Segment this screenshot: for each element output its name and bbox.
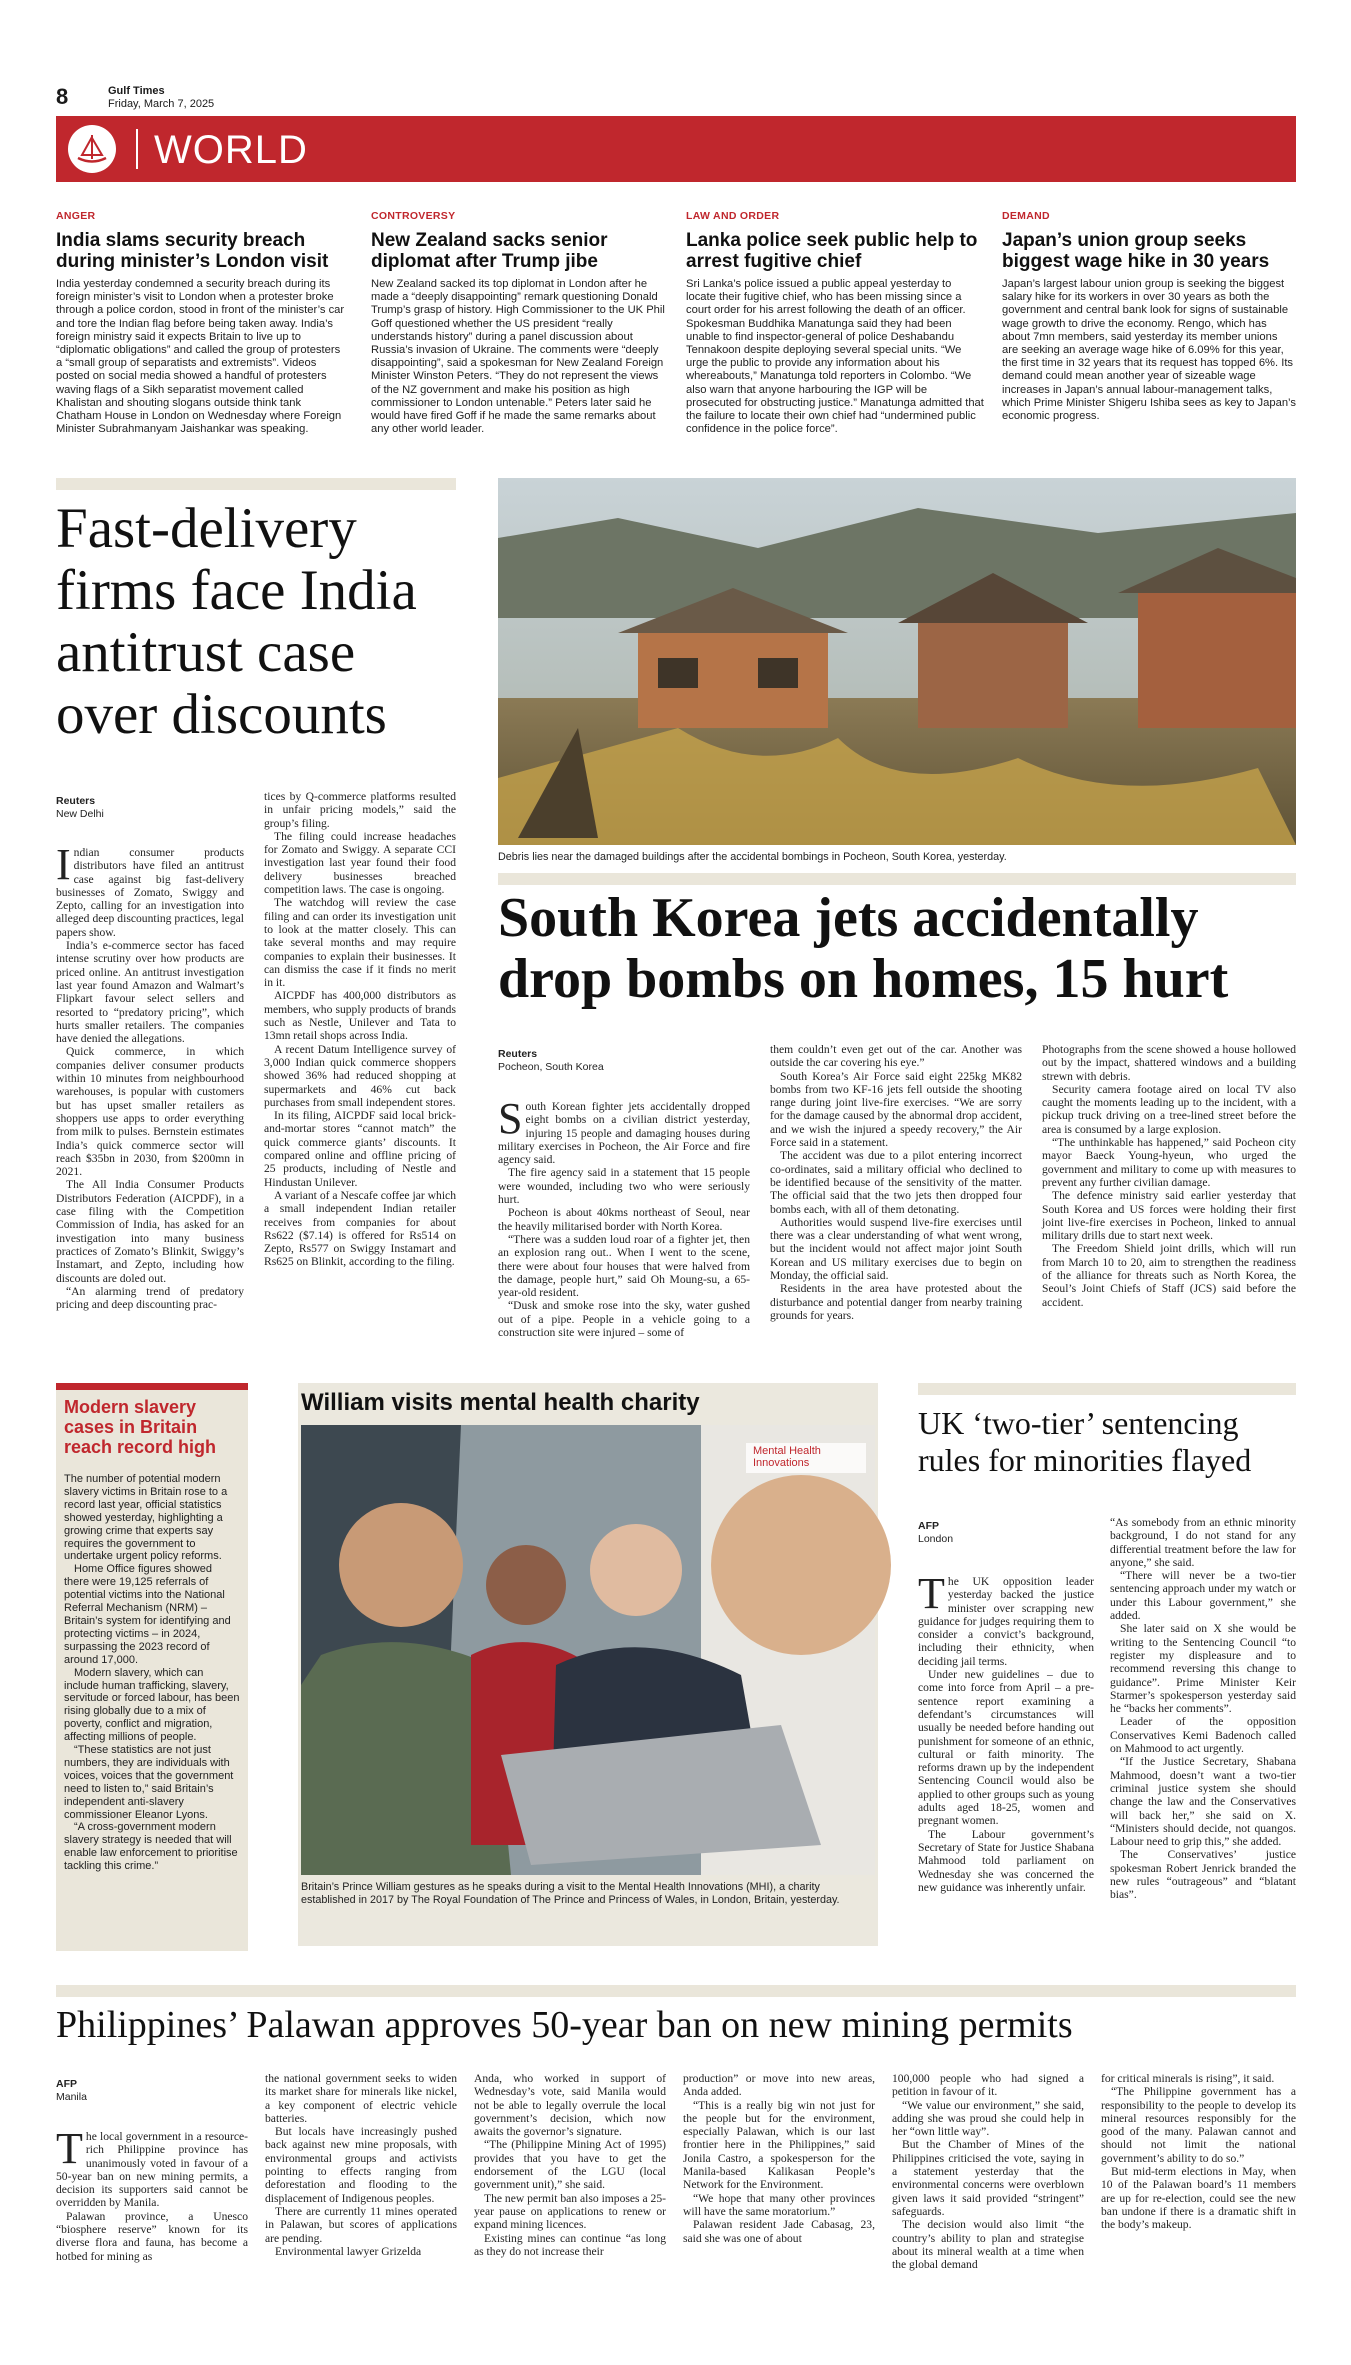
philippines-column-2: the national government seeks to widen its market share for minerals like nickel, a key component of electric vehicle batteries. But locals have increasingly pushed back against new mine proposals, with environmental groups and activists pointing to effects ranging from deforestation and flooding to the displacement of Indigenous peoples. There are currently 11 mines operated in Palawan, but scores of applications are pending. Environmental lawyer Grizelda xyxy=(265,2072,457,2258)
korea-headline: South Korea jets accidentally drop bombs on homes, 15 hurt xyxy=(498,887,1229,1010)
korea-rule xyxy=(498,873,1296,885)
india-headline: Fast-delivery firms face India antitrust case over discounts xyxy=(56,497,417,746)
philippines-headline: Philippines’ Palawan approves 50-year ban on new mining permits xyxy=(56,2004,1073,2046)
mhi-logo-text: Mental Health Innovations xyxy=(753,1445,821,1469)
uk-column-2: “As somebody from an ethnic minority background, I do not stand for any differential treatment before the law for anyone,” she said. “There will never be a two-tier sentencing approach under my watch or under this Labour government,” she added. She later said on X she would be writing to the Sentencing Council “to register my displeasure and to recommend reversing this change to guidance”. Prime Minister Keir Starmer’s spokesperson yesterday said he “backs her comments”. Leader of the opposition Conservatives Kemi Badenoch called on Mahmood to act urgently. “If the Justice Secretary, Shabana Mahmood, doesn’t want a two-tier criminal justice system she should change the law and the Conservatives will back her,” she said on X. “Ministers should decide, not quangos. Labour need to grip this,” she added. The Conservatives’ justice spokesman Robert Jenrick branded the new rules “outrageous” and “blatant bias”. xyxy=(1110,1516,1296,1902)
brief-headline: Japan’s union group seeks biggest wage hike in 30 years xyxy=(1002,230,1270,272)
section-title: WORLD xyxy=(154,128,308,172)
korea-byline xyxy=(498,1048,604,1073)
dateline: London xyxy=(918,1532,954,1545)
top-rule xyxy=(56,478,456,490)
india-column-1: Indian consumer products distributors have filed an antitrust case against big fast-delivery businesses of Zomato, Swiggy and Zepto, calling for an investigation into alleged deep discounting practices, legal papers show. India’s e-commerce sector has faced intense scrutiny over how products are priced online. An antitrust investigation last year found Amazon and Walmart’s Flipkart favour select sellers and resorted to “predatory pricing”, which hurts smaller retailers. The companies have denied the allegations. Quick commerce, in which companies deliver consumer products within 10 minutes from neighbourhood warehouses, is popular with customers but has upset smaller retailers as shoppers use apps to order everything from milk to pulses. Bernstein estimates India’s quick commerce sector will reach $35bn in 2030, from $200mn in 2021. The All India Consumer Products Distributors Federation (AICPDF), in a case filing with the Competition Commission of India, has asked for an investigation into many business practices of Zomato’s Blinkit, Swiggy’s Instamart, and Zepto, including how discounts are doled out. “An alarming trend of predatory pricing and deep discounting prac- xyxy=(56,840,244,1312)
korea-photo-caption: Debris lies near the damaged buildings after the accidental bombings in Pocheon, South Korea, yesterday. xyxy=(498,851,1007,863)
william-caption: Britain’s Prince William gestures as he speaks during a visit to the Mental Health Innovations (MHI), a charity established in 2017 by The Royal Foundation of The Prince and Princess of Wales, in London, Britain, yesterday. xyxy=(301,1881,840,1906)
brief-headline: India slams security breach during minister’s London visit xyxy=(56,230,329,272)
korea-photo xyxy=(498,478,1296,845)
philippines-column-5: 100,000 people who had signed a petition in favour of it. “We value our environment,” she said, adding she was proud she could help in her “own little way”. But the Chamber of Mines of the Philippines criticised the vote, saying in a statement yesterday that the environmental concerns were overblown given laws it said provided “stringent” safeguards. The decision would also limit “the country’s ability to plan and strategise about its mineral wealth at a time when the global demand xyxy=(892,2072,1084,2272)
uk-column-1: The UK opposition leader yesterday backed the justice minister over scrapping new guidance for judges requiring them to consider a convict’s background, including their ethnicity, when deciding jail terms. Under new guidelines – due to come into force from April – a pre-sentence report examining a defendant’s circumstances will usually be needed before handing out punishment for someone of an ethnic, cultural or faith minority. The reforms drawn up by the independent Sentencing Council would also be applied to other groups such as young adults aged 18-25, women and pregnant women. The Labour government’s Secretary of State for Justice Shabana Mahmood told parliament on Wednesday she was concerned the new guidance was inherently unfair. xyxy=(918,1569,1094,1894)
philippines-column-4: production” or move into new areas, Anda added. “This is a really big win not just for the people but for the environment, especially Palawan, which is our last frontier here in the Philippines,” said Jonila Castro, a spokesperson for the Manila-based Kalikasan People’s Network for the Environment. “We hope that many other provinces will have the same moratorium.” Palawan resident Jade Cabasag, 23, said she was one of about xyxy=(683,2072,875,2245)
slavery-top-bar xyxy=(56,1383,248,1390)
uk-rule xyxy=(918,1383,1296,1395)
agency: Reuters xyxy=(498,1048,538,1060)
philippines-byline xyxy=(56,2078,87,2103)
philippines-rule xyxy=(56,1985,1296,1997)
agency: AFP xyxy=(56,2078,77,2090)
dateline: Manila xyxy=(56,2090,87,2103)
brief-text: Japan’s largest labour union group is seeking the biggest salary hike for its workers in over 30 years as both the government and central bank look for signs of sustainable wage growth to drive the economy. Rengo, which has about 7mn members, said yesterday its member unions are seeking an average wage hike of 6.09% for this year, the first time in 32 years that its request has topped 6%. Its demand could mean another year of sizeable wage increases in Japan’s annual labour-management talks, which Prime Minister Shigeru Ishiba sees as key to Japan’s economic progress. xyxy=(1002,278,1296,423)
uk-byline xyxy=(918,1520,953,1545)
india-column-2: tices by Q-commerce platforms resulted in unfair pricing models,” said the group’s filing. The filing could increase headaches for Zomato and Swiggy. A separate CCI investigation last year found their food delivery businesses breached competition laws. The case is ongoing. The watchdog will review the case filing and can order its investigation unit to look at the matter closely. This can take several months and may require companies to explain their businesses. It can dismiss the case if it finds no merit in it. AICPDF has 400,000 distributors as members, who supply products of brands such as Nestle, Unilever and Tata to 13mn retail shops across India. A recent Datum Intelligence survey of 3,000 Indian quick commerce shoppers showed 36% had reduced shopping at supermarkets and 46% cut back purchases from small independent stores. In its filing, AICPDF said local brick-and-mortar stores “cannot match” the quick commerce giants’ discounts. It compared online and offline pricing of 25 products, including of Nestle and Hindustan Unilever. A variant of a Nescafe coffee jar which a small independent Indian retailer receives from companies for about Rs622 ($7.14) is offered for Rs514 on Zepto, Rs577 on Swiggy Instamart and Rs625 on Blinkit, according to the filing. xyxy=(264,790,456,1269)
william-photo xyxy=(301,1425,875,1875)
brief-category: LAW AND ORDER xyxy=(686,210,780,222)
brief-text: India yesterday condemned a security breach during its foreign minister’s visit to London when a protester broke through a police cordon, stood in front of the minister’s car and tore the Indian flag before being taken away. India’s foreign ministry said it expects Britain to live up to “diplomatic obligations” and called the group of protesters a “small group of separatists and extremists”. Videos posted on social media showed a handful of protesters waving flags of a Sikh separatist movement called Khalistan and shouting slogans outside think tank Chatham House in London on Wednesday where Foreign Minister Subrahmanyam Jaishankar was speaking. xyxy=(56,278,345,436)
brief-law-and-order xyxy=(686,210,984,436)
brief-headline: Lanka police seek public help to arrest fugitive chief xyxy=(686,230,978,272)
dhow-logo-icon xyxy=(68,125,116,173)
brief-category: CONTROVERSY xyxy=(371,210,456,222)
banner-divider xyxy=(136,129,138,169)
philippines-column-1: The local government in a resource-rich Philippine province has unanimously voted in favour of a 50-year ban on new mining permits, a decision its supporters said cannot be overridden by Manila. Palawan province, a Unesco “biosphere reserve” known for its diverse flora and fauna, has become a hotbed for mining as xyxy=(56,2124,248,2263)
brief-text: New Zealand sacked its top diplomat in London after he made a “deeply disappointing” remark questioning Donald Trump’s grasp of history. High Commissioner to the UK Phil Goff questioned whether the US president “really understands history” during a panel discussion about Russia’s invasion of Ukraine. The comments were “deeply disappointing”, said a spokesman for New Zealand Foreign Minister Winston Peters. “They do not represent the views of the NZ government and make his position as high commissioner to London untenable.” Peters later said he would have fired Goff if he made the same remarks about any other world leader. xyxy=(371,278,665,436)
brief-category: ANGER xyxy=(56,210,96,222)
brief-demand xyxy=(1002,210,1296,423)
william-feature xyxy=(298,1383,878,1946)
slavery-box xyxy=(56,1383,248,1951)
brief-text: Sri Lanka’s police issued a public appeal yesterday to locate their fugitive chief, who has been missing since a court order for his arrest following the death of an officer. Spokesman Buddhika Manatunga said they had been unable to find inspector-general of police Deshabandu Tennakoon despite deploying several special units. “We urge the public to provide any information about his whereabouts,” Manatunga told reporters in Colombo. “We also warn that anyone harbouring the IGP will be prosecuted for obstructing justice.” Manatunga admitted that the failure to locate their own chief had “undermined public confidence in the police force”. xyxy=(686,278,984,436)
william-headline: William visits mental health charity xyxy=(301,1389,700,1416)
issue-date: Friday, March 7, 2025 xyxy=(108,98,215,110)
page-number: 8 xyxy=(56,84,69,109)
brief-anger xyxy=(56,210,348,436)
paper-name: Gulf Times xyxy=(108,85,165,97)
dateline: Pocheon, South Korea xyxy=(498,1060,604,1073)
brief-controversy xyxy=(371,210,669,436)
philippines-column-6: for critical minerals is rising”, it said. “The Philippine government has a responsibility to the people to develop its mineral resources responsibly for the good of the many. Palawan cannot and should not limit the national government’s ability to do so.” But mid-term elections in May, when 10 of the Palawan board’s 11 members are up for re-election, could see the new ban undone if there is a dramatic shift in the body’s makeup. xyxy=(1101,2072,1296,2232)
dateline: New Delhi xyxy=(56,807,104,820)
korea-column-3: Photographs from the scene showed a house hollowed out by the impact, shattered windows and a building strewn with debris. Security camera footage aired on local TV also caught the moments leading up to the incident, with a pickup truck driving on a tree-lined street before the area is consumed by a large explosion. “The unthinkable has happened,” said Pocheon city mayor Baeck Young-hyeun, who urged the government and military to come up with measures to prevent any further civilian damage. The defence ministry said earlier yesterday that South Korea and US forces were holding their first joint live-fire exercises in Pocheon, linked to annual military drills due to start next week. The Freedom Shield joint drills, which will run from March 10 to 20, aim to strengthen the readiness of the alliance for threats such as North Korea, the Seoul’s Joint Chiefs of Staff (JCS) said before the accident. xyxy=(1042,1043,1296,1309)
korea-column-1: South Korean fighter jets accidentally dropped eight bombs on a civilian district yesterday, injuring 15 people and damaging houses during military exercises in Pocheon, the Air Force and fire agency said. The fire agency said in a statement that 15 people were wounded, including two who were seriously hurt. Pocheon is about 40kms northeast of Seoul, near the heavily militarised border with North Korea. “There was a sudden loud roar of a fighter jet, then an explosion rang out.. When I went to the scene, there were about four houses that were halved from the damage, people hurt,” said Oh Moung-su, a 65-year-old resident. “Dusk and smoke rose into the sky, water gushed out of a pipe. People in a vehicle going to a construction site were injured – some of xyxy=(498,1094,750,1340)
section-banner xyxy=(56,116,1296,182)
india-byline xyxy=(56,795,104,820)
agency: Reuters xyxy=(56,795,96,807)
korea-column-2: them couldn’t even get out of the car. Another was outside the car covering his eye.” South Korea’s Air Force said eight 225kg MK82 bombs from two KF-16 jets fell outside the shooting range during joint live-fire exercises. “We are sorry for the damage caused by the abnormal drop accident, and we wish the injured a speedy recovery,” the Air Force said in a statement. The accident was due to a pilot entering incorrect co-ordinates, said a military official who declined to be identified because of the sensitivity of the matter. The official said that the two jets then dropped four bombs each, with all of them detonating. Authorities would suspend live-fire exercises until there was a clear understanding of what went wrong, but the incident would not affect major joint South Korean and US military exercises due to begin on Monday, the official said. Residents in the area have protested about the disturbance and potential danger from nearby training grounds for years. xyxy=(770,1043,1022,1322)
philippines-column-3: Anda, who worked in support of Wednesday’s vote, said Manila would not be able to legally overrule the local government’s decision, which now awaits the governor’s signature. “The (Philippine Mining Act of 1995) provides that you have to get the endorsement of the LGU (local government unit),” she said. The new permit ban also imposes a 25-year pause on applications to renew or expand mining licences. Existing mines can continue “as long as they do not increase their xyxy=(474,2072,666,2258)
brief-headline: New Zealand sacks senior diplomat after Trump jibe xyxy=(371,230,608,272)
slavery-headline: Modern slavery cases in Britain reach record high xyxy=(64,1397,217,1457)
slavery-text: The number of potential modern slavery victims in Britain rose to a record last year, official statistics showed yesterday, highlighting a growing crime that experts say requires the government to undertake urgent policy reforms. Home Office figures showed there were 19,125 referrals of potential victims into the National Referral Mechanism (NRM) – Britain’s system for identifying and protecting victims – in 2024, surpassing the 2023 record of around 17,000. Modern slavery, which can include human trafficking, slavery, servitude or forced labour, has been rising globally due to a mix of poverty, conflict and migration, affecting millions of people. “These statistics are not just numbers, they are individuals with voices, voices that the government need to listen to,” said Britain’s independent anti-slavery commissioner Eleanor Lyons. “A cross-government modern slavery strategy is needed that will enable law enforcement to prioritise tackling this crime.” xyxy=(64,1473,240,1873)
agency: AFP xyxy=(918,1520,939,1532)
uk-headline: UK ‘two-tier’ sentencing rules for minorities flayed xyxy=(918,1405,1252,1478)
brief-category: DEMAND xyxy=(1002,210,1050,222)
